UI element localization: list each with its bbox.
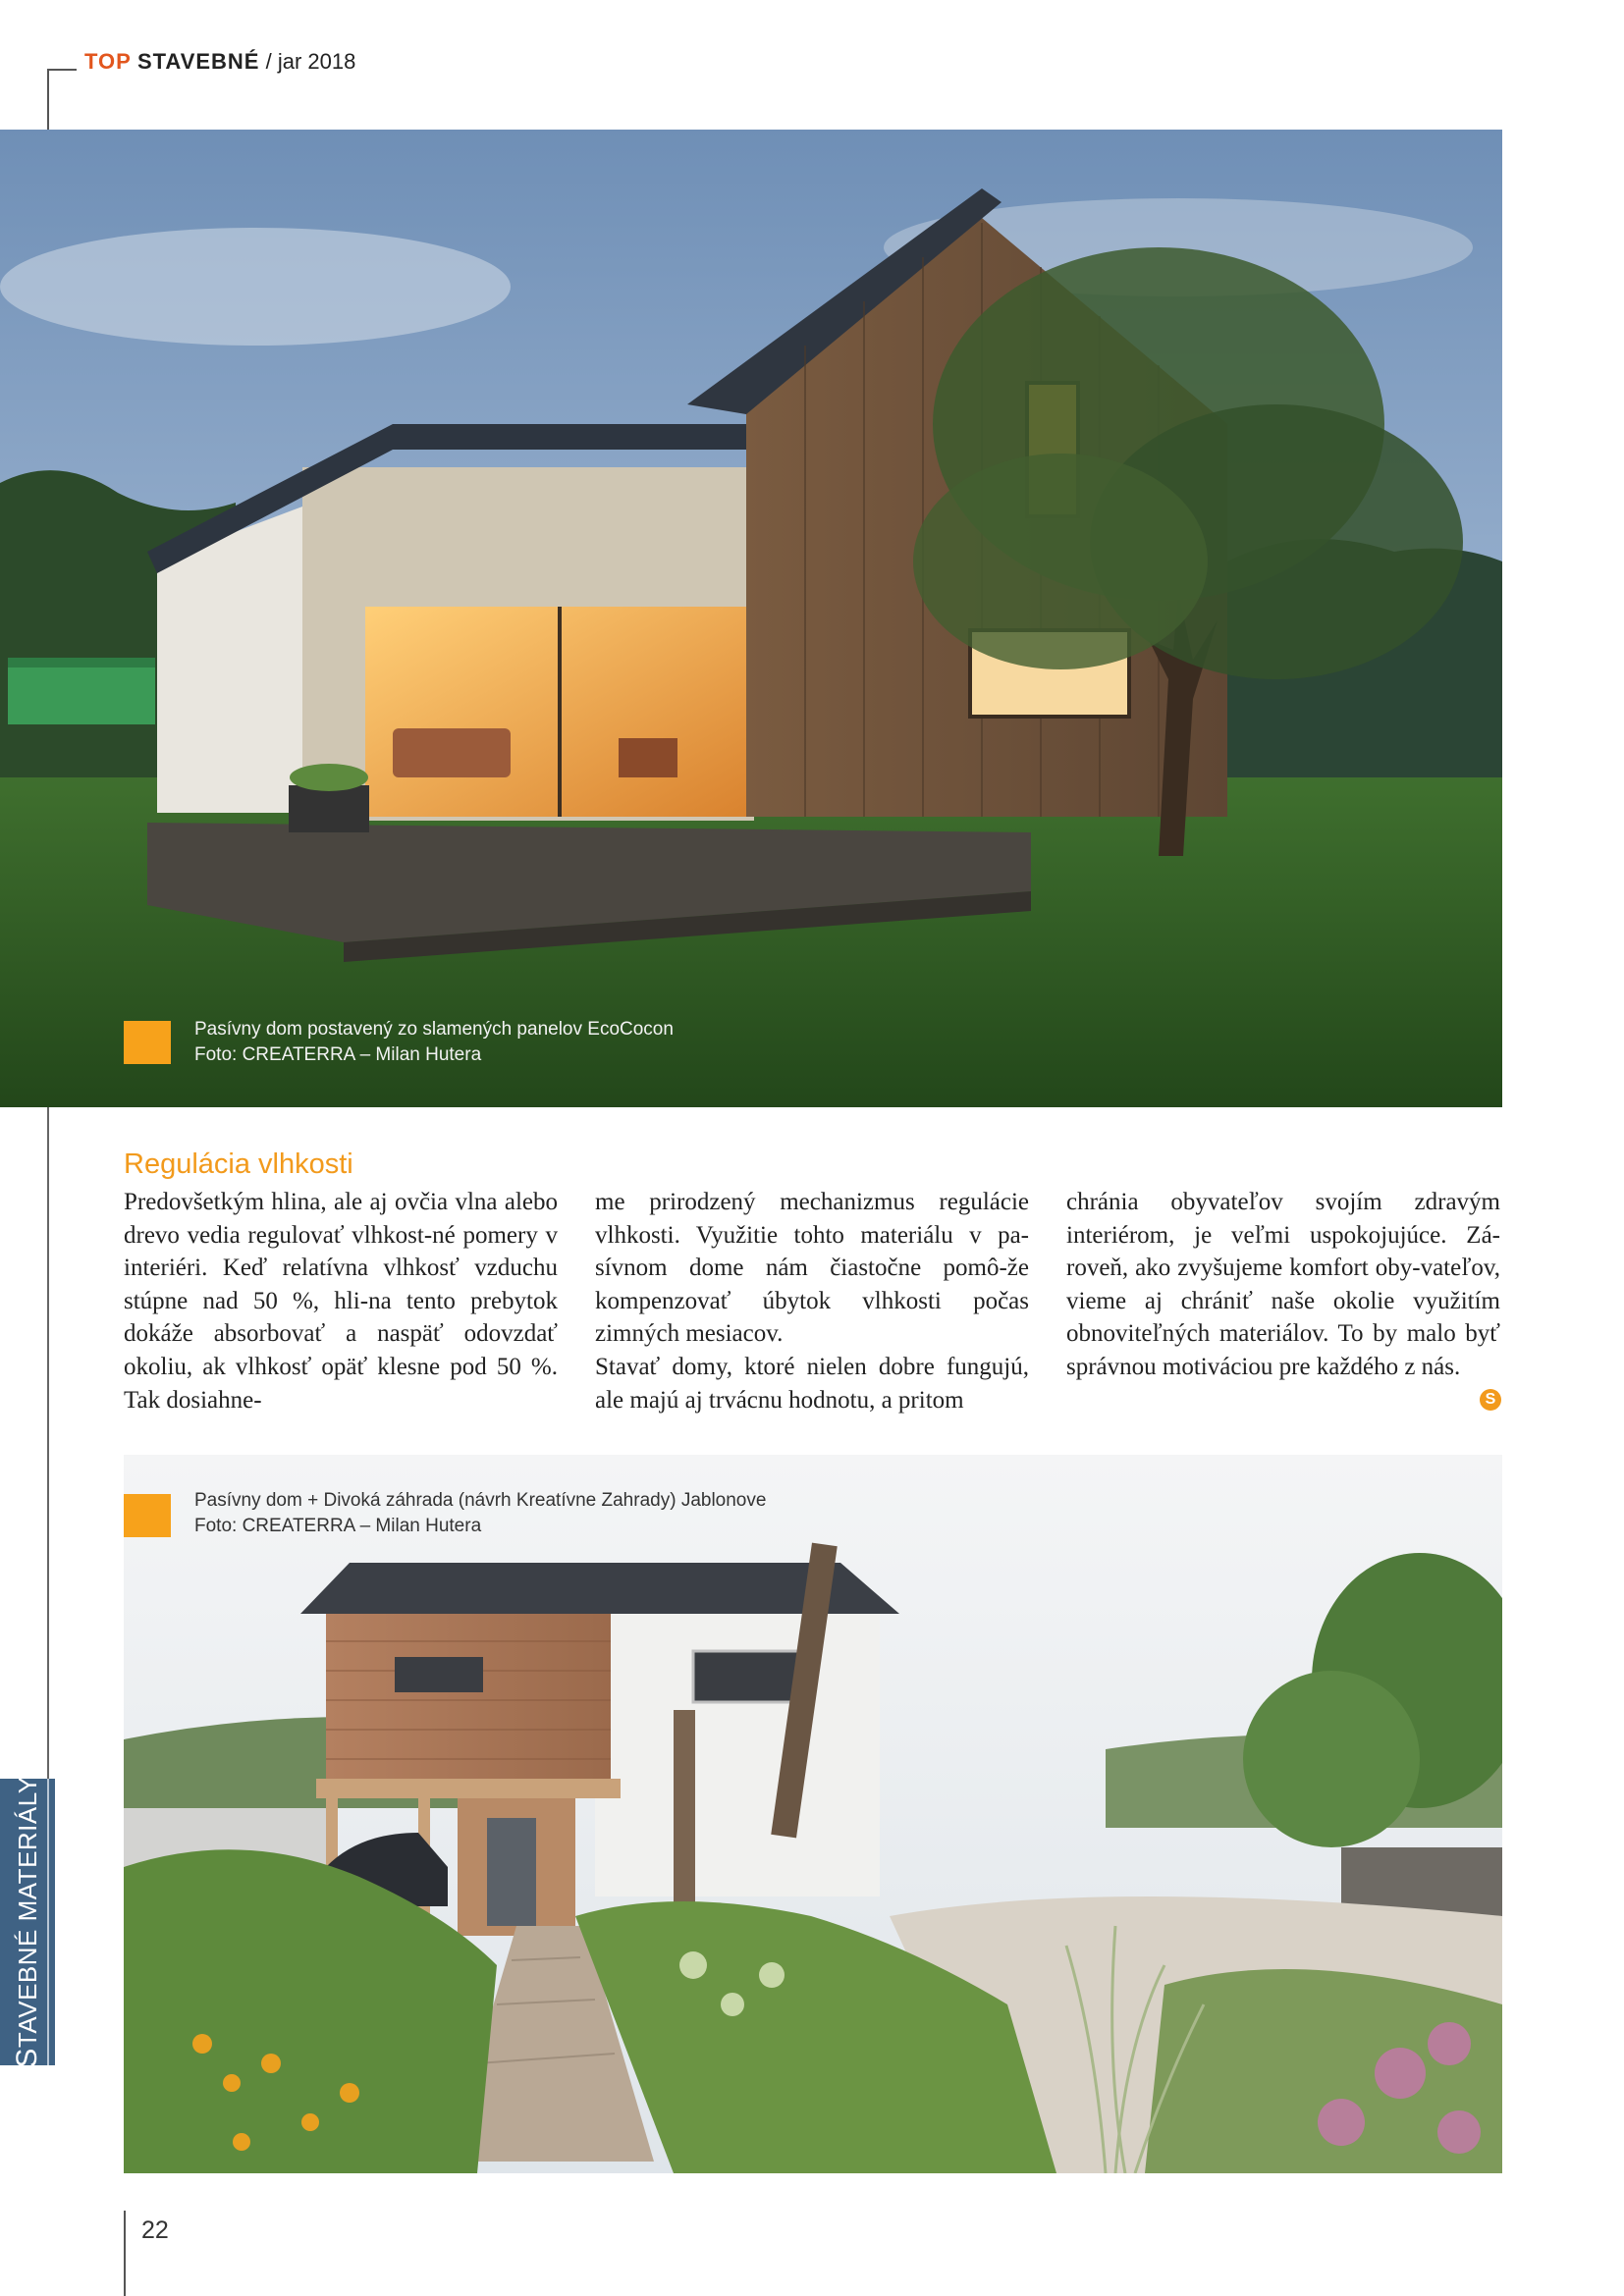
section-heading: Regulácia vlhkosti [124, 1148, 353, 1180]
issue-label: / jar 2018 [265, 49, 356, 74]
running-header [84, 49, 355, 75]
photo2-caption-line1: Pasívny dom + Divoká záhrada (návrh Kreatívne Zahrady) Jablonove [194, 1490, 767, 1511]
paragraph: Stavať domy, ktoré nielen dobre fungujú, ale majú aj trvácnu hodnotu, a pritom [595, 1353, 1029, 1414]
paragraph: me prirodzený mechanizmus regulácie vlhkosti. Využitie tohto materiálu v pa-sívnom dome nám čiastočne pomô-že kompenzovať úbytok vlhkosti počas zimných mesiacov. [595, 1189, 1029, 1348]
house-garden-photo [124, 1455, 1502, 2173]
article-column-3 [1066, 1186, 1500, 1384]
footer-rule [124, 2211, 126, 2296]
photo2-caption [194, 1488, 766, 1539]
photo1-caption-line1: Pasívny dom postavený zo slamených panelov EcoCocon [194, 1019, 674, 1040]
article-column-1 [124, 1186, 558, 1416]
section-tab-text: TAVEBNÉ MATERIÁLY [13, 1776, 42, 2049]
paragraph: Predovšetkým hlina, ale aj ovčia vlna alebo drevo vedia regulovať vlhkost-né pomery v interiéri. Keď relatívna vlhkosť vzduchu stúpne nad 50 %, hli-na tento prebytok dokáže absorbovať a naspäť odovzdať okoliu, ak vlhkosť opäť klesne pod 50 %. Tak dosiahne- [124, 1189, 558, 1414]
article-end-icon: S [1480, 1389, 1501, 1411]
section-tab-initial: S [11, 2048, 43, 2068]
article-column-2 [595, 1186, 1029, 1416]
brand-accent: TOP [84, 49, 132, 74]
header-rule-vertical [47, 69, 49, 130]
section-tab-label [11, 1776, 44, 2067]
house-photo-dusk [0, 130, 1502, 1107]
page-number: 22 [141, 2216, 169, 2244]
section-tab-rule [47, 1779, 49, 2065]
header-rule [47, 69, 77, 71]
caption-marker [124, 1021, 171, 1064]
photo1-caption [194, 1017, 674, 1068]
photo2-credit: Foto: CREATERRA – Milan Hutera [194, 1516, 482, 1536]
paragraph: chránia obyvateľov svojím zdravým interiérom, je veľmi uspokojujúce. Zá-roveň, ako zvyšujeme komfort oby-vateľov, vieme aj chrániť naše okolie využitím obnoviteľných materiálov. To by malo byť správnou motiváciou pre každého z nás. [1066, 1189, 1500, 1380]
brand-name: STAVEBNÉ [136, 49, 260, 74]
margin-rule [47, 1107, 49, 1785]
caption-marker [124, 1494, 171, 1537]
photo1-credit: Foto: CREATERRA – Milan Hutera [194, 1044, 482, 1065]
